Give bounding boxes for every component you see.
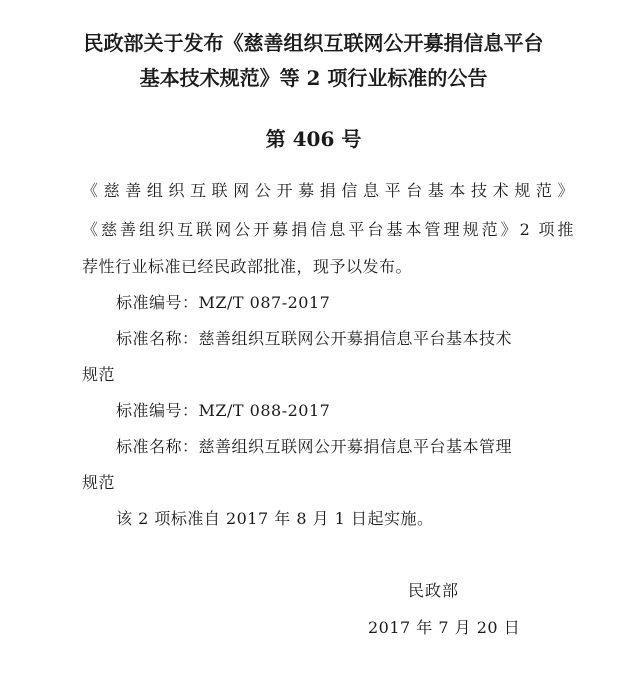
- standard-2-name-line-2: 规范: [82, 473, 116, 492]
- standard-1-name-line-1: 标准名称：慈善组织互联网公开募捐信息平台基本技术: [116, 329, 513, 348]
- intro-paragraph-line-2: 《慈善组织互联网公开募捐信息平台基本管理规范》2 项推: [82, 220, 574, 239]
- effective-date-statement: 该 2 项标准自 2017 年 8 月 1 日起实施。: [116, 509, 434, 528]
- standard-1-number: 标准编号：MZ/T 087-2017: [116, 293, 331, 312]
- intro-paragraph-line-3: 荐性行业标准已经民政部批准，现予以发布。: [82, 257, 413, 276]
- document-number: 第 406 号: [265, 127, 362, 151]
- intro-paragraph-line-1: 《慈善组织互联网公开募捐信息平台基本技术规范》: [82, 181, 574, 200]
- standard-2-number: 标准编号：MZ/T 088-2017: [116, 401, 331, 420]
- signature-organization: 民政部: [408, 581, 460, 600]
- standard-2-name-line-1: 标准名称：慈善组织互联网公开募捐信息平台基本管理: [116, 437, 513, 456]
- document-title-line-1: 民政部关于发布《慈善组织互联网公开募捐信息平台: [83, 31, 544, 55]
- signature-date: 2017 年 7 月 20 日: [368, 618, 521, 637]
- document-title-line-2: 基本技术规范》等 2 项行业标准的公告: [139, 66, 488, 90]
- standard-1-name-line-2: 规范: [82, 365, 116, 384]
